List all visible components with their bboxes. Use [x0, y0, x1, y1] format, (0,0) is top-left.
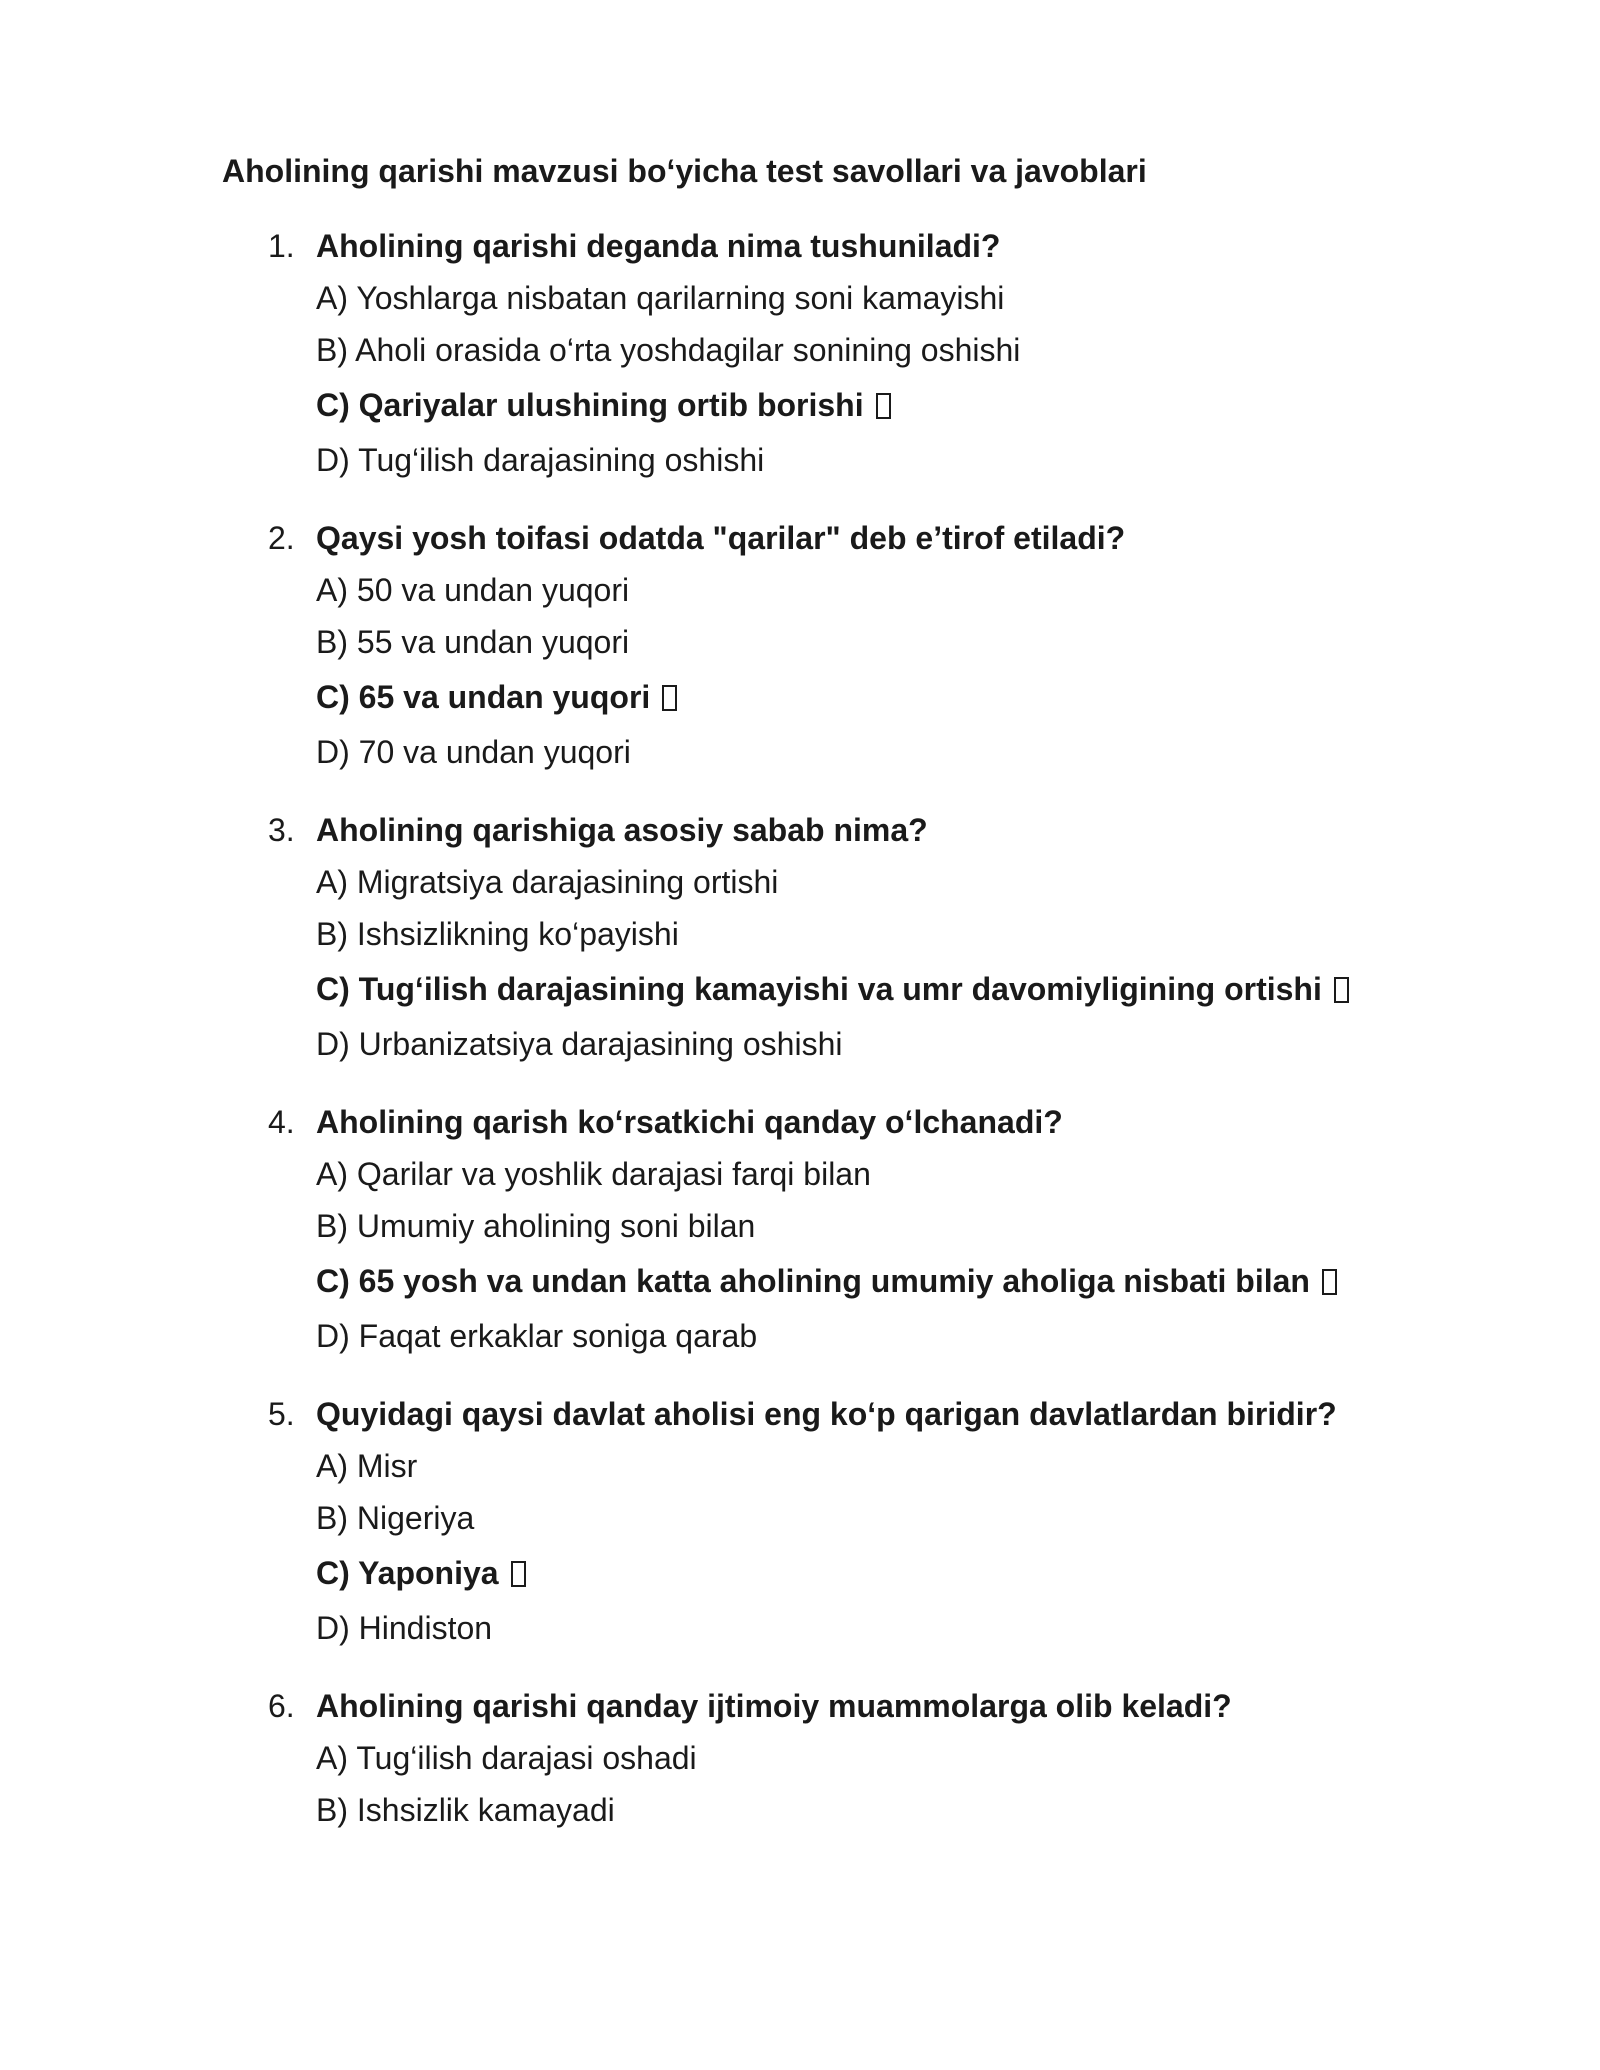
- correct-answer-option: [316, 1255, 1600, 1307]
- answer-options: [316, 1148, 1600, 1362]
- answer-options: [316, 272, 1600, 486]
- question-text: Aholining qarishiga asosiy sabab nima?: [316, 812, 928, 848]
- answer-option-text: B) Aholi orasida o‘rta yoshdagilar sonining oshishi: [316, 332, 1021, 368]
- answer-option: [316, 1732, 1600, 1784]
- checkmark-box-icon: [662, 685, 677, 711]
- answer-option-text: B) Ishsizlik kamayadi: [316, 1792, 615, 1828]
- answer-option: [316, 616, 1600, 668]
- question-text: Quyidagi qaysi davlat aholisi eng ko‘p qarigan davlatlardan biridir?: [316, 1396, 1337, 1432]
- correct-answer-option: [316, 1547, 1600, 1599]
- checkmark-box-icon: [1334, 977, 1349, 1003]
- checkmark-box-icon: [876, 393, 891, 419]
- document-title: Aholining qarishi mavzusi bo‘yicha test savollari va javoblari: [222, 153, 1147, 189]
- answer-option-text: D) Urbanizatsiya darajasining oshishi: [316, 1026, 843, 1062]
- answer-option: [316, 1018, 1600, 1070]
- answer-option-text: B) Ishsizlikning ko‘payishi: [316, 916, 679, 952]
- answer-option-text: D) Faqat erkaklar soniga qarab: [316, 1318, 758, 1354]
- answer-option-text: C) Tug‘ilish darajasining kamayishi va umr davomiyligining ortishi: [316, 971, 1322, 1007]
- answer-option: [316, 1492, 1600, 1544]
- answer-options: [316, 1732, 1600, 1836]
- question-item: [222, 1096, 1600, 1362]
- answer-option: [316, 856, 1600, 908]
- answer-option-text: C) Yaponiya: [316, 1555, 499, 1591]
- question-item: [222, 804, 1600, 1070]
- answer-option-text: C) Qariyalar ulushining ortib borishi: [316, 387, 864, 423]
- answer-option-text: D) 70 va undan yuqori: [316, 734, 631, 770]
- answer-option: [316, 1784, 1600, 1836]
- answer-option-text: D) Tug‘ilish darajasining oshishi: [316, 442, 765, 478]
- correct-answer-option: [316, 379, 1600, 431]
- answer-option-text: A) Qarilar va yoshlik darajasi farqi bilan: [316, 1156, 871, 1192]
- answer-option: [316, 564, 1600, 616]
- answer-options: [316, 1440, 1600, 1654]
- answer-option-text: B) Umumiy aholining soni bilan: [316, 1208, 756, 1244]
- question-text: Qaysi yosh toifasi odatda "qarilar" deb e’tirof etiladi?: [316, 520, 1126, 556]
- answer-option: [316, 1148, 1600, 1200]
- question-number: 6.: [268, 1688, 295, 1724]
- answer-option: [316, 434, 1600, 486]
- answer-option: [316, 1310, 1600, 1362]
- question-list: [222, 220, 1600, 1836]
- answer-option-text: C) 65 va undan yuqori: [316, 679, 651, 715]
- answer-option: [316, 272, 1600, 324]
- checkmark-box-icon: [1322, 1269, 1337, 1295]
- correct-answer-option: [316, 963, 1600, 1015]
- answer-option: [316, 1440, 1600, 1492]
- question-text: Aholining qarishi qanday ijtimoiy muammolarga olib keladi?: [316, 1688, 1232, 1724]
- answer-options: [316, 856, 1600, 1070]
- answer-option-text: A) Migratsiya darajasining ortishi: [316, 864, 779, 900]
- answer-option: [316, 726, 1600, 778]
- question-number: 5.: [268, 1396, 295, 1432]
- question-item: [222, 1680, 1600, 1836]
- question-number: 2.: [268, 520, 295, 556]
- answer-option-text: A) Yoshlarga nisbatan qarilarning soni kamayishi: [316, 280, 1005, 316]
- answer-option-text: A) 50 va undan yuqori: [316, 572, 630, 608]
- question-item: [222, 220, 1600, 486]
- answer-option: [316, 908, 1600, 960]
- question-item: [222, 1388, 1600, 1654]
- checkmark-box-icon: [511, 1561, 526, 1587]
- answer-option-text: D) Hindiston: [316, 1610, 493, 1646]
- answer-options: [316, 564, 1600, 778]
- answer-option-text: C) 65 yosh va undan katta aholining umumiy aholiga nisbati bilan: [316, 1263, 1310, 1299]
- answer-option-text: B) 55 va undan yuqori: [316, 624, 630, 660]
- answer-option: [316, 1602, 1600, 1654]
- answer-option-text: A) Misr: [316, 1448, 418, 1484]
- answer-option-text: B) Nigeriya: [316, 1500, 475, 1536]
- correct-answer-option: [316, 671, 1600, 723]
- question-item: [222, 512, 1600, 778]
- question-number: 4.: [268, 1104, 295, 1140]
- question-number: 1.: [268, 228, 295, 264]
- question-number: 3.: [268, 812, 295, 848]
- answer-option: [316, 324, 1600, 376]
- question-text: Aholining qarishi deganda nima tushuniladi?: [316, 228, 1001, 264]
- answer-option: [316, 1200, 1600, 1252]
- answer-option-text: A) Tug‘ilish darajasi oshadi: [316, 1740, 697, 1776]
- question-text: Aholining qarish ko‘rsatkichi qanday o‘lchanadi?: [316, 1104, 1063, 1140]
